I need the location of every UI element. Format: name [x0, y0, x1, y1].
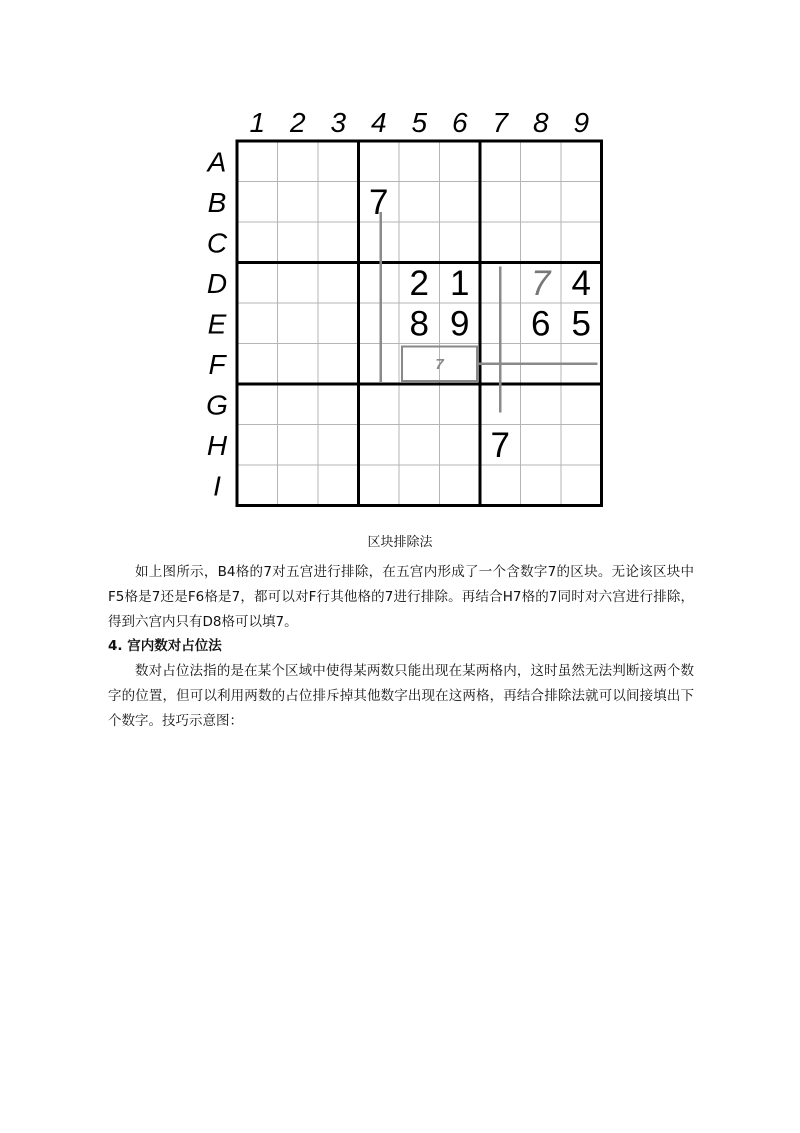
row-label: E: [207, 308, 227, 340]
section-heading: 4. 宫内数对占位法: [108, 638, 222, 654]
column-label: 5: [411, 107, 428, 138]
column-label: 3: [330, 107, 347, 138]
cell-digit-D6: 1: [450, 263, 470, 303]
row-label: B: [207, 186, 227, 218]
column-label: 7: [492, 107, 509, 138]
row-label: G: [206, 389, 228, 421]
paragraph-pair-occupation: 数对占位法指的是在某个区域中使得某两数只能出现在某两格内，这时虽然无法判断这两个数字的位置，但可以利用两数的占位排斥掉其他数字出现在这两格，再结合排除法就可以间接填出下个数字。技巧示意图：: [108, 663, 694, 729]
cell-digit-D8: 7: [531, 263, 551, 303]
row-label: C: [206, 227, 228, 259]
cell-digit-E9: 5: [571, 304, 591, 344]
sudoku-figure: [0, 0, 800, 520]
cell-digit-H7: 7: [490, 425, 510, 465]
cell-digit-B4: 7: [369, 182, 389, 222]
row-label: D: [206, 267, 228, 299]
row-label: I: [213, 470, 221, 502]
block-candidate-value: 7: [435, 355, 444, 373]
cell-digit-D9: 4: [571, 263, 591, 303]
cell-digit-D5: 2: [409, 263, 429, 303]
column-label: 2: [289, 107, 306, 138]
cell-digit-E5: 8: [409, 304, 429, 344]
row-label: A: [207, 146, 227, 178]
figure-caption: 区块排除法: [367, 535, 433, 550]
row-label: H: [206, 429, 228, 461]
column-label: 4: [370, 107, 387, 138]
column-label: 1: [249, 107, 266, 138]
column-label: 6: [451, 107, 468, 138]
cell-digit-E6: 9: [450, 304, 470, 344]
column-label: 9: [573, 107, 590, 138]
cell-digit-E8: 6: [531, 304, 551, 344]
row-label: F: [208, 348, 226, 380]
paragraph-block-elimination: 如上图所示，B4格的7对五宫进行排除，在五宫内形成了一个含数字7的区块。无论该区块中F5格是7还是F6格是7，都可以对F行其他格的7进行排除。再结合H7格的7同时对六宫进行排除，得到六宫内只有D8格可以填7。: [108, 564, 694, 630]
column-label: 8: [532, 107, 549, 138]
